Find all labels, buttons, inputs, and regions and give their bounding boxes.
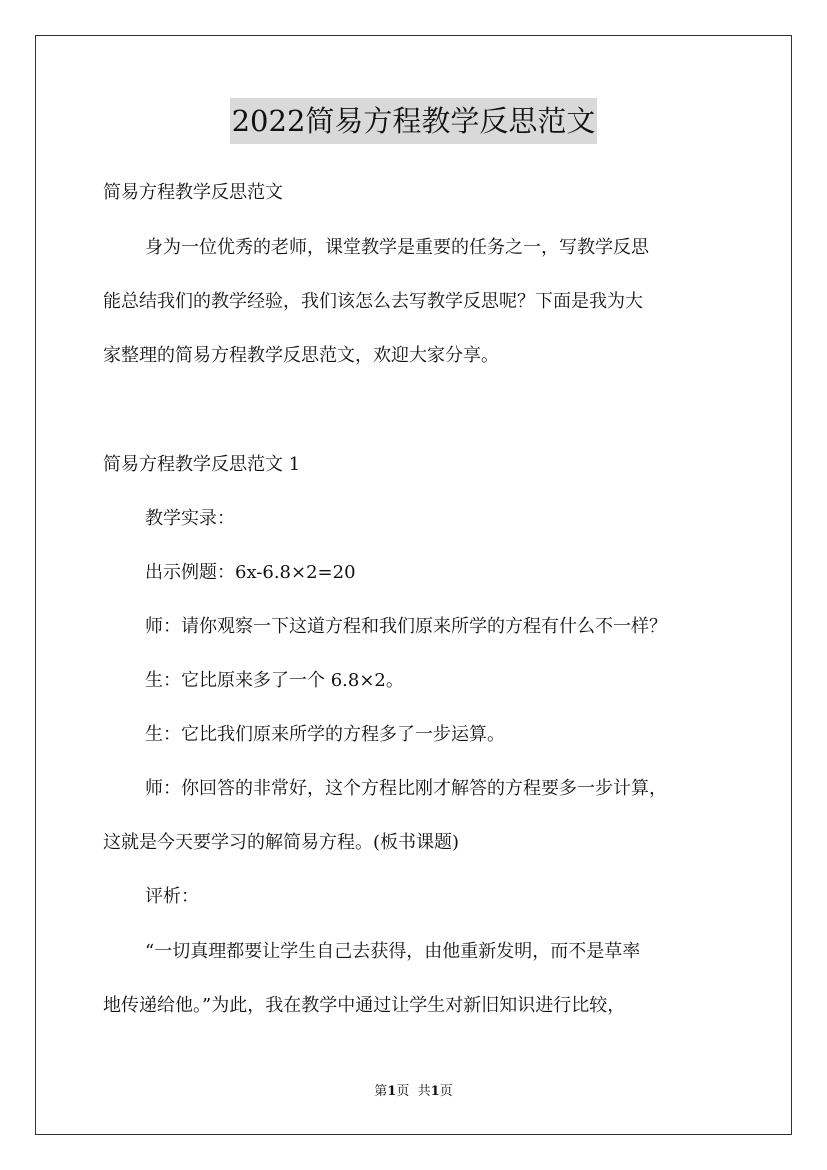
paragraph-line: 生：它比我们原来所学的方程多了一步运算。 bbox=[145, 724, 505, 745]
paragraph-line: 能总结我们的教学经验，我们该怎么去写教学反思呢？下面是我为大 bbox=[103, 291, 643, 312]
paragraph-line: 家整理的简易方程教学反思范文，欢迎大家分享。 bbox=[103, 345, 499, 366]
paragraph-line: 评析： bbox=[145, 886, 199, 907]
paragraph-line: 身为一位优秀的老师，课堂教学是重要的任务之一，写教学反思 bbox=[145, 237, 649, 258]
total-suffix: 页 bbox=[439, 1084, 453, 1099]
paragraph-line: 出示例题：6x-6.8×2=20 bbox=[145, 562, 356, 583]
paragraph-line: 师：你回答的非常好，这个方程比刚才解答的方程要多一步计算， bbox=[145, 778, 667, 799]
paragraph-line: 地传递给他。”为此，我在教学中通过让学生对新旧知识进行比较， bbox=[103, 995, 626, 1016]
page-number: 1 bbox=[387, 1084, 397, 1099]
paragraph-line: 教学实录： bbox=[145, 508, 235, 529]
total-pages: 1 bbox=[430, 1084, 440, 1099]
document-title-text: 2022简易方程教学反思范文 bbox=[230, 98, 598, 144]
page-footer bbox=[0, 1082, 827, 1102]
paragraph-line: 师：请你观察一下这道方程和我们原来所学的方程有什么不一样？ bbox=[145, 616, 667, 637]
paragraph-line: 生：它比原来多了一个 6.8×2。 bbox=[145, 670, 404, 691]
section-heading: 简易方程教学反思范文 1 bbox=[103, 454, 301, 475]
paragraph-line: “一切真理都要让学生自己去获得，由他重新发明，而不是草率 bbox=[145, 941, 641, 962]
total-prefix: 共 bbox=[417, 1084, 431, 1099]
section-heading: 简易方程教学反思范文 bbox=[103, 182, 283, 203]
page-prefix: 第 bbox=[374, 1084, 388, 1099]
paragraph-line: 这就是今天要学习的解简易方程。(板书课题) bbox=[103, 832, 460, 853]
page-suffix: 页 bbox=[396, 1084, 410, 1099]
document-title bbox=[0, 98, 827, 144]
